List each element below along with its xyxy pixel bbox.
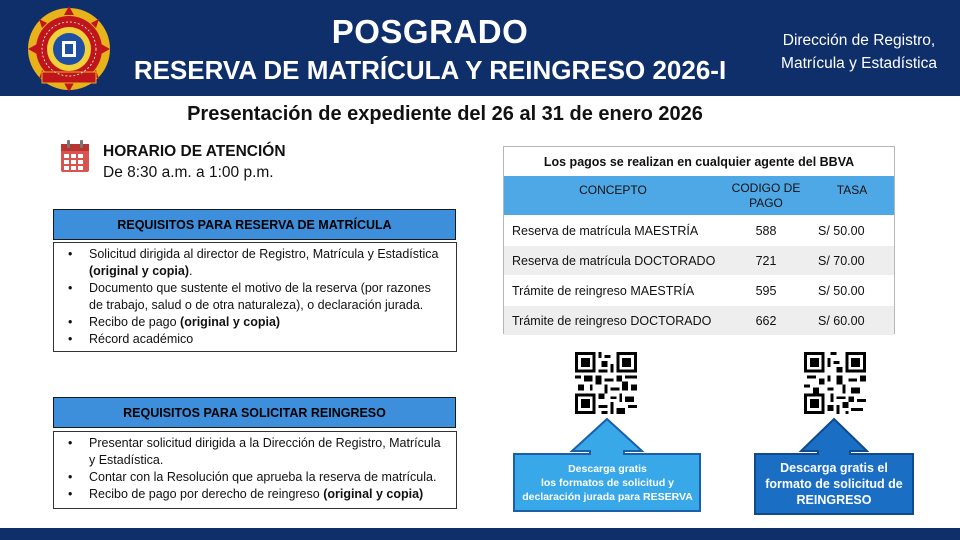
column-header-rate: TASA — [836, 183, 868, 197]
row-code: 662 — [755, 314, 777, 328]
payments-table-header — [504, 176, 894, 215]
row-rate: S/ 50.00 — [818, 284, 865, 298]
calendar-icon — [60, 139, 90, 173]
schedule-hours: De 8:30 a.m. a 1:00 p.m. — [103, 164, 274, 181]
row-code: 595 — [755, 284, 777, 298]
column-header-code: CODIGO DE PAGO — [731, 181, 801, 210]
reserva-requirements-list — [53, 242, 457, 352]
list-item: • Contar con la Resolución que aprueba la reserva de matrícula. — [62, 469, 448, 486]
list-item: • Presentar solicitud dirigida a la Dirección de Registro, Matrícula y Estadística. — [62, 435, 448, 469]
list-item: • Solicitud dirigida al director de Registro, Matrícula y Estadística (original y copia). — [62, 246, 448, 280]
table-row — [504, 245, 894, 275]
table-row — [504, 305, 894, 335]
qr-code-reingreso[interactable] — [804, 352, 866, 414]
office-name — [764, 29, 954, 75]
reserva-requirements-heading: REQUISITOS PARA RESERVA DE MATRÍCULA — [53, 209, 456, 240]
row-concept: Reserva de matrícula DOCTORADO — [512, 254, 716, 268]
list-item: • Documento que sustente el motivo de la reserva (por razones de trabajo, salud o de otra naturaleza), o declaración jurada. — [62, 280, 448, 314]
qr-code-reserva[interactable] — [575, 352, 637, 414]
row-concept: Trámite de reingreso MAESTRÍA — [512, 284, 695, 298]
university-seal-icon — [20, 6, 118, 92]
header-banner — [0, 0, 960, 96]
payments-table-title: Los pagos se realizan en cualquier agente del BBVA — [543, 154, 855, 169]
payments-table — [503, 146, 895, 334]
row-code: 588 — [755, 224, 777, 238]
page-title: POSGRADO — [331, 13, 529, 50]
list-item: • Recibo de pago (original y copia) — [62, 314, 448, 331]
row-concept: Reserva de matrícula MAESTRÍA — [512, 224, 699, 238]
table-row — [504, 275, 894, 305]
office-line-2: Matrícula y Estadística — [781, 55, 937, 72]
row-concept: Trámite de reingreso DOCTORADO — [512, 314, 712, 328]
office-line-1: Dirección de Registro, — [782, 32, 936, 49]
column-header-concept: CONCEPTO — [579, 183, 647, 197]
reingreso-requirements-list — [53, 431, 457, 509]
list-item: • Récord académico — [62, 331, 448, 348]
page-subtitle: RESERVA DE MATRÍCULA Y REINGRESO 2026-I — [133, 55, 727, 85]
download-reingreso-label[interactable]: Descarga gratis el formato de solicitud de REINGRESO — [765, 461, 903, 507]
row-rate: S/ 50.00 — [818, 224, 865, 238]
download-reserva-label[interactable]: Descarga gratis los formatos de solicitud y declaración jurada para RESERVA — [522, 463, 693, 503]
row-rate: S/ 70.00 — [818, 254, 865, 268]
reingreso-requirements-heading: REQUISITOS PARA SOLICITAR REINGRESO — [53, 397, 456, 428]
footer-bar — [0, 528, 960, 540]
table-row — [504, 215, 894, 245]
schedule-title: HORARIO DE ATENCIÓN — [103, 143, 286, 160]
row-code: 721 — [755, 254, 777, 268]
presentation-dates: Presentación de expediente del 26 al 31 de enero 2026 — [187, 103, 703, 125]
row-rate: S/ 60.00 — [818, 314, 865, 328]
list-item: • Recibo de pago por derecho de reingreso (original y copia) — [62, 486, 448, 503]
